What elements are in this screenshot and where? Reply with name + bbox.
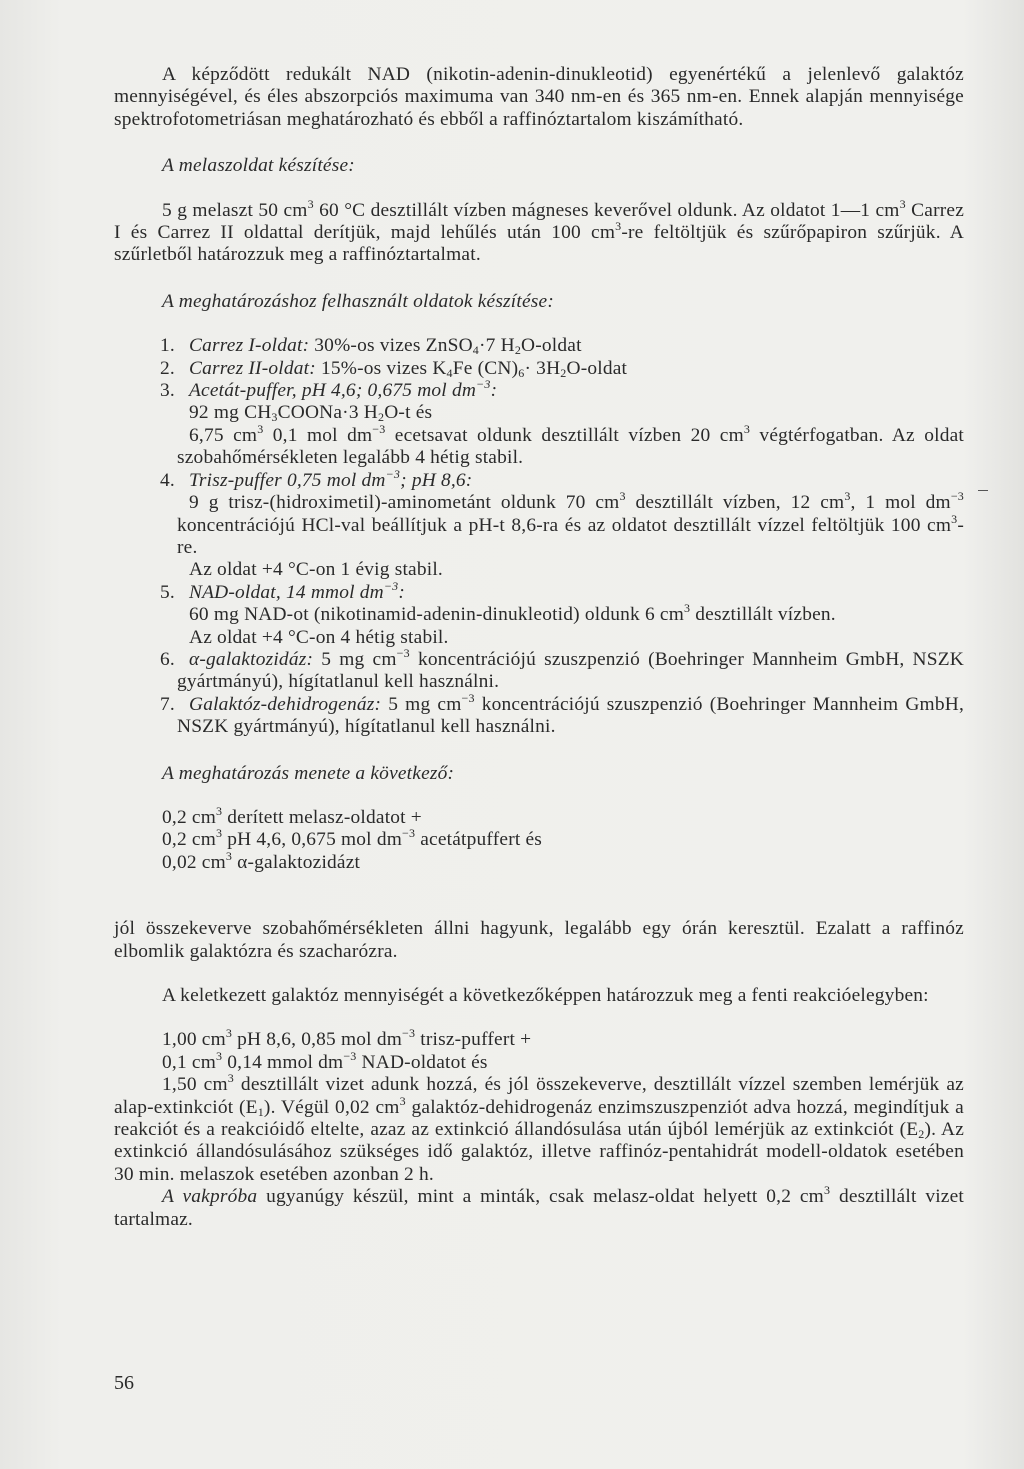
- reaction-line-1: 1,00 $cm^3$ pH 8,6, 0,85 mol $dm^{-3}$ trisz-puffert +: [162, 1026, 532, 1051]
- mixture-line-2: 0,2 $cm^3$ pH 4,6, 0,675 mol $dm^{-3}$ acetátpuffert és: [162, 826, 543, 851]
- page-body: [114, 64, 964, 1231]
- list-item: 9 g trisz-(hidroximetil)-aminometánt oldunk 70 $cm^3$ desztillált vízben, 12 $cm^3$, 1 mol $dm^{-3}$ koncentrációjú HCl-val beállítjuk a pH-t 8,6-ra és az oldatot desztillált vízzel feltöltjük 100 $cm^3-re$.: [177, 489, 965, 558]
- list-item: Az oldat +4 °C-on 1 évig stabil.: [189, 559, 443, 581]
- section-heading-oldatok: A meghatározáshoz felhasznált oldatok készítése:: [162, 290, 554, 312]
- incubation-paragraph: jól összekeverve szobahőmérsékleten állni hagyunk, legalább egy órán keresztül. Ezalatt a raffinóz elbomlik galaktózra és szacharózra.: [114, 918, 964, 962]
- list-item: 6. α-galaktozidáz: 5 mg $cm^{-3}$ koncentrációjú szuszpenzió (Boehringer Mannheim GmbH, NSZK gyártmányú), hígítatlanul kell használni.: [160, 646, 964, 693]
- list-item: Az oldat +4 °C-on 4 hétig stabil.: [189, 626, 449, 648]
- mixture-line-1: 0,2 $cm^3$ derített melasz-oldatot +: [162, 804, 422, 828]
- list-item: 3. Acetát-puffer, pH 4,6; 0,675 mol $dm^{-3}$:: [160, 377, 498, 402]
- list-item: 60 mg NAD-ot (nikotinamid-adenin-dinukleotid) oldunk 6 $cm^3$ desztillált vízben.: [189, 601, 836, 626]
- list-item: 6,75 $cm^3$ 0,1 mol $dm^{-3}$ ecetsavat oldunk desztillált vízben 20 $cm^3$ végtérfogatban. Az oldat szobahőmérsékleten legalább 4 hétig stabil.: [177, 422, 964, 469]
- list-item: 7. Galaktóz-dehidrogenáz: 5 mg $cm^{-3}$ koncentrációjú szuszpenzió (Boehringer Mannheim GmbH, NSZK gyártmányú), hígítatlanul kell használni.: [160, 690, 964, 738]
- list-item: 1. Carrez I-oldat: 30%-os vizes ZnSO$_4$·7 $H_2O$-oldat: [160, 335, 582, 358]
- extinction-paragraph: 1,50 $cm^3$ desztillált vizet adunk hozzá, és jól összekeverve, desztillált vízzel szemben lemérjük az alap-extinkciót $(E_1)$. Végül 0,02 $cm^3$ galaktóz-dehidrogenáz enzimszuszpenziót adva hozzá, megindítjuk a reakciót és a reakcióidő eltelte, azaz az extinkció állandósulása után újból lemérjük az extinkciót $(E_2)$. Az extinkció állandósulásához szükséges idő galaktóz, illetve raffinóz-pentahidrát modell-oldatok esetében 30 min. melaszok esetében azonban 2 h.: [114, 1071, 964, 1185]
- blank-sample-paragraph: A vakpróba ugyanúgy készül, mint a minták, csak melasz-oldat helyett 0,2 $cm^3$ desztillált vizet tartalmaz.: [114, 1183, 964, 1230]
- section-heading-menet: A meghatározás menete a következő:: [162, 762, 455, 784]
- list-item: 2. Carrez II-oldat: 15%-os vizes $K_4Fe$ $(CN)_6\cdot$ $3H_2O$-oldat: [160, 357, 628, 380]
- margin-mark: [978, 490, 988, 491]
- list-item: 4. Trisz-puffer 0,75 mol $dm^{-3}$; pH 8,6:: [160, 466, 473, 491]
- section-heading-melaszoldat: A melaszoldat készítése:: [162, 155, 355, 177]
- page-number: 56: [114, 1372, 134, 1394]
- solutions-list: [114, 335, 964, 738]
- mixture-line-3: 0,02 $cm^3$ α-galaktozidázt: [162, 848, 361, 873]
- list-item: 92 mg $CH_3COONa\cdot 3$ $H_2O-t$ és: [189, 402, 433, 425]
- galactose-paragraph: A keletkezett galaktóz mennyiségét a következőképpen határozzuk meg a fenti reakcióelegyben:: [162, 985, 929, 1006]
- reaction-line-2: 0,1 $cm^3$ 0,14 mmol $dm^{-3}$ NAD-oldatot és: [162, 1049, 488, 1073]
- intro-paragraph: A képződött redukált NAD (nikotin-adenin-dinukleotid) egyenértékű a jelenlevő galaktóz mennyiségével, és éles abszorpciós maximuma van 340 nm-en és 365 nm-en. Ennek alapján mennyisége spektrofotometriásan meghatározható és ebből a raffinóztartalom kiszámítható.: [114, 64, 964, 130]
- list-item: 5. NAD-oldat, 14 mmol $dm^{-3}$:: [160, 578, 406, 603]
- melasz-preparation-paragraph: 5 g melaszt 50 $cm^3$ 60 °C desztillált vízben mágneses keverővel oldunk. Az oldatot 1—1 $cm^3$ Carrez I és Carrez II oldattal derítjük, majd lehűlés után 100 $cm^3-re$ feltöltjük és szűrőpapiron szűrjük. A szűrletből határozzuk meg a raffinóztartalmat.: [114, 196, 965, 266]
